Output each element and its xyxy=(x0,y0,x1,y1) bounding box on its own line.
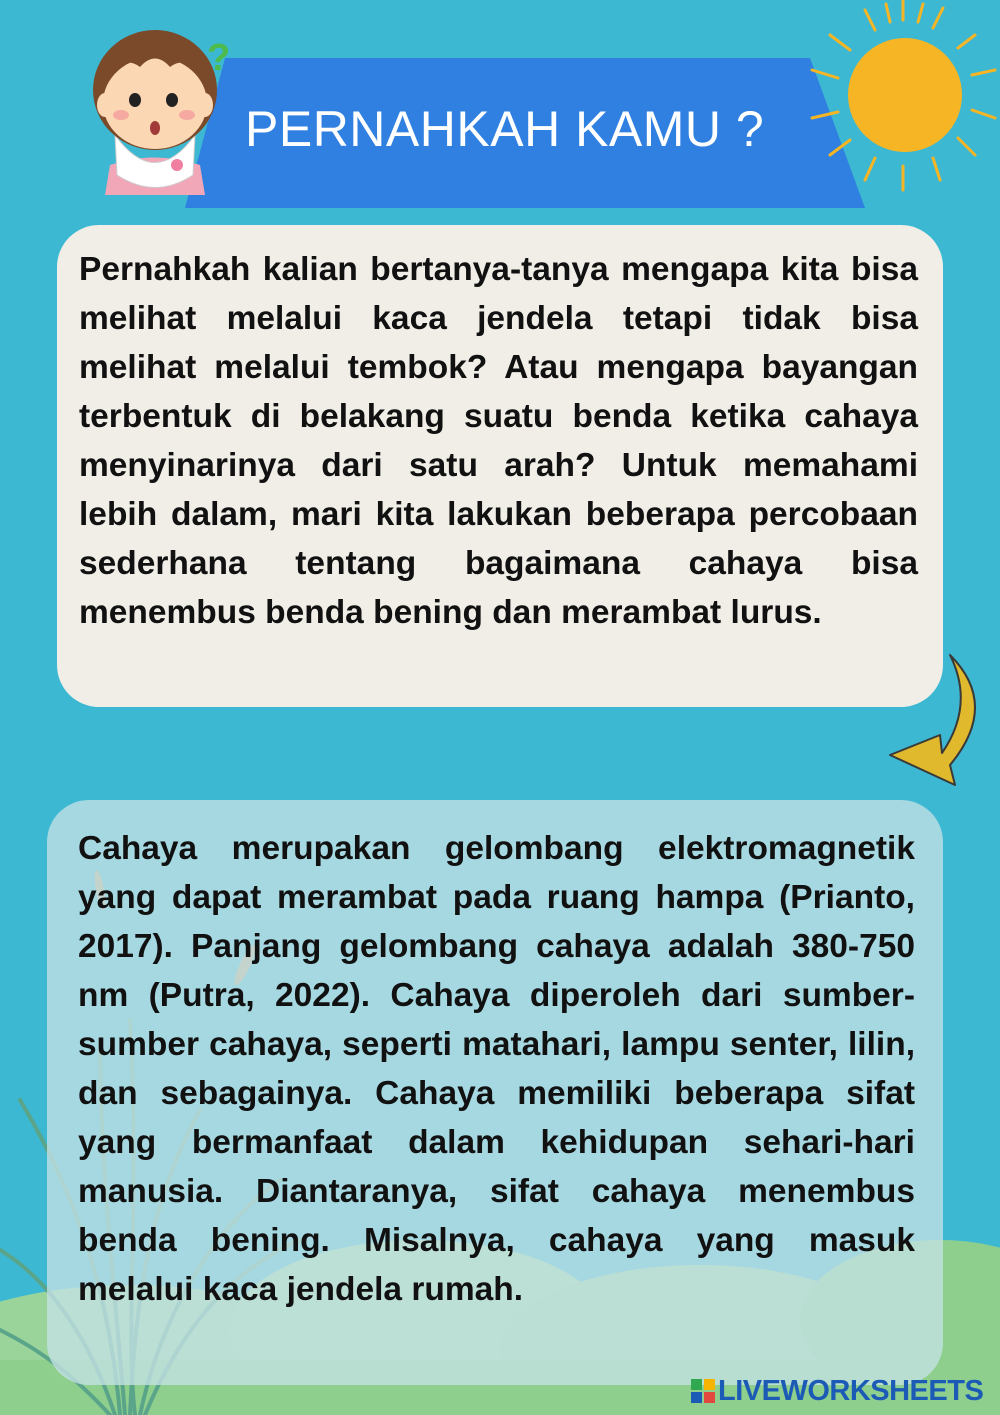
intro-card xyxy=(57,225,943,707)
curved-arrow-down-icon xyxy=(880,645,995,805)
logo-text: LIVEWORKSHEETS xyxy=(718,1374,984,1407)
explanation-card xyxy=(47,800,943,1385)
curious-child-icon xyxy=(75,15,235,200)
liveworksheets-logo[interactable] xyxy=(690,1375,983,1407)
explanation-text: Cahaya merupakan gelombang elektromagnetik yang dapat merambat pada ruang hampa (Prianto, 2017). Panjang gelombang cahaya adalah 380-750 nm (Putra, 2022). Cahaya diperoleh dari sumber-sumber cahaya, seperti matahari, lampu senter, lilin, dan sebagainya. Cahaya memiliki beberapa sifat yang bermanfaat dalam kehidupan sehari-hari manusia. Diantaranya, sifat cahaya menembus benda bening. Misalnya, cahaya yang masuk melalui kaca jendela rumah. xyxy=(78,830,915,1308)
question-mark-icon: ? xyxy=(207,37,231,79)
sun-icon xyxy=(800,0,1000,200)
intro-text: Pernahkah kalian bertanya-tanya mengapa kita bisa melihat melalui kaca jendela tetapi tidak bisa melihat melalui tembok? Atau mengapa bayangan terbentuk di belakang suatu benda ketika cahaya menyinarinya dari satu arah? Untuk memahami lebih dalam, mari kita lakukan beberapa percobaan sederhana tentang bagaimana cahaya bisa menembus benda bening dan merambat lurus. xyxy=(79,251,918,631)
page-title: PERNAHKAH KAMU ? xyxy=(245,101,765,157)
liveworksheets-logo-icon xyxy=(690,1378,716,1404)
title-banner xyxy=(185,58,865,208)
